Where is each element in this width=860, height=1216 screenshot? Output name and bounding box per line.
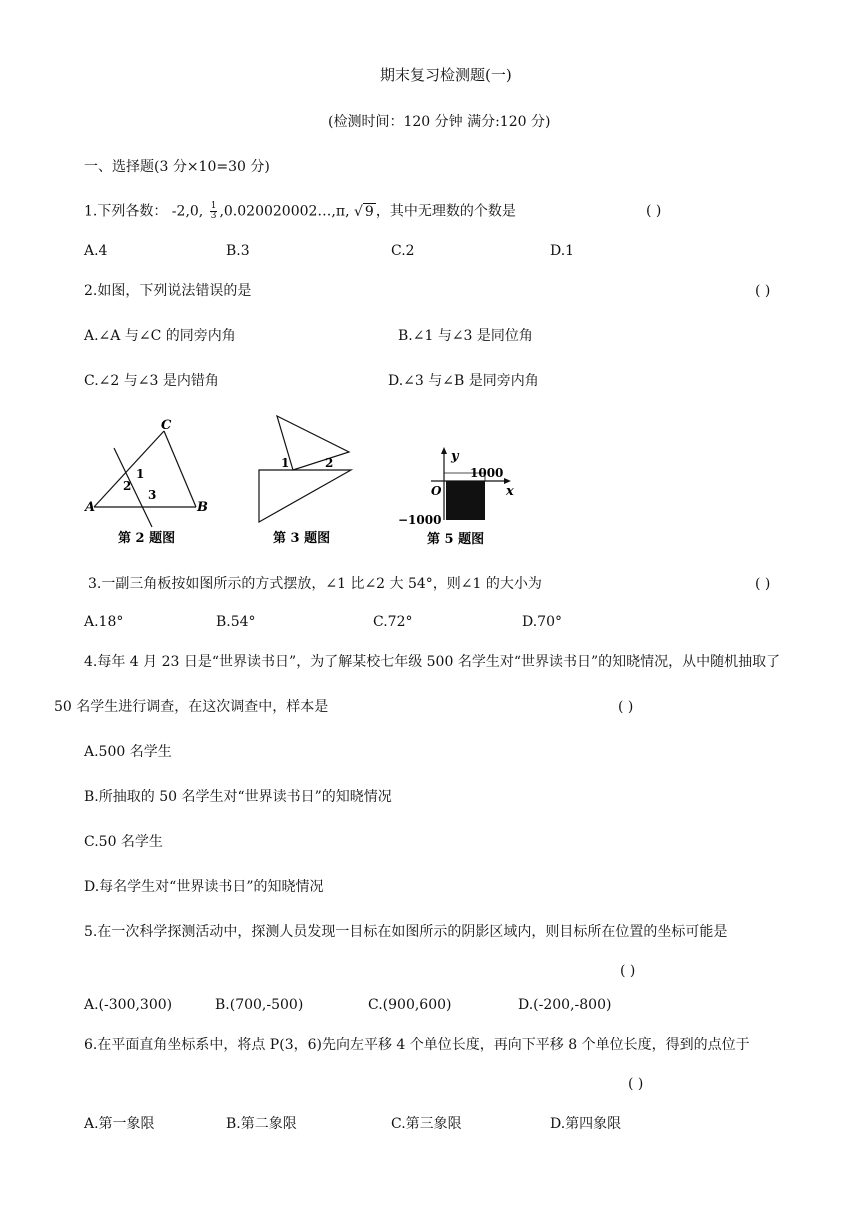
q1-mid: ,0.020020002…,π, bbox=[219, 203, 350, 220]
answer-paren-6: ( ) bbox=[628, 1076, 644, 1092]
answer-paren-1: ( ) bbox=[646, 203, 662, 219]
answer-paren-5: ( ) bbox=[620, 963, 636, 979]
q4-option-d: D.每名学生对“世界读书日”的知晓情况 bbox=[84, 879, 324, 895]
fig5-caption: 第 5 题图 bbox=[427, 532, 485, 547]
fig2-label-b: B bbox=[197, 500, 208, 515]
q2-option-b: B.∠1 与∠3 是同位角 bbox=[398, 328, 533, 344]
fig2-label-a: A bbox=[85, 500, 96, 515]
q6-option-d: D.第四象限 bbox=[550, 1116, 622, 1132]
fig5-origin-label: O bbox=[431, 484, 442, 498]
q1-option-d: D.1 bbox=[550, 243, 575, 259]
fig5-negative-tick: −1000 bbox=[398, 513, 442, 527]
q1-suffix: ，其中无理数的个数是 bbox=[375, 203, 516, 220]
q5-option-a: A.(-300,300) bbox=[84, 997, 173, 1013]
figure-3-set-squares bbox=[255, 410, 365, 550]
fig3-label-2: 2 bbox=[325, 456, 334, 470]
fraction-numerator: 1 bbox=[210, 201, 217, 211]
q1-prefix: 1.下列各数： -2,0, bbox=[84, 203, 204, 220]
q4-option-c: C.50 名学生 bbox=[84, 834, 163, 850]
fraction-denominator: 3 bbox=[210, 211, 217, 221]
section-heading: 一、选择题(3 分×10=30 分) bbox=[84, 159, 270, 175]
fig3-label-1: 1 bbox=[281, 456, 290, 470]
fig2-label-c: C bbox=[161, 418, 172, 433]
fraction-one-third bbox=[210, 202, 218, 221]
q3-option-d: D.70° bbox=[522, 614, 562, 630]
question-3: 3.一副三角板按如图所示的方式摆放，∠1 比∠2 大 54°，则∠1 的大小为 bbox=[88, 576, 542, 592]
question-4-line-1: 4.每年 4 月 23 日是“世界读书日”，为了解某校七年级 500 名学生对“世界读书日”的知晓情况，从中随机抽取了 bbox=[84, 654, 781, 670]
fig2-label-2: 2 bbox=[123, 479, 132, 493]
fig5-x-axis-label: x bbox=[506, 484, 514, 499]
q1-option-c: C.2 bbox=[391, 243, 415, 259]
fig5-y-axis-label: y bbox=[451, 449, 459, 464]
q6-option-c: C.第三象限 bbox=[391, 1116, 462, 1132]
q2-option-d: D.∠3 与∠B 是同旁内角 bbox=[388, 373, 539, 389]
fig3-caption: 第 3 题图 bbox=[273, 531, 331, 546]
q5-option-b: B.(700,-500) bbox=[215, 997, 304, 1013]
q3-option-a: A.18° bbox=[84, 614, 124, 630]
exam-info: (检测时间：120 分钟 满分:120 分) bbox=[328, 114, 551, 130]
page-title: 期末复习检测题(一) bbox=[380, 66, 512, 84]
q4-option-a: A.500 名学生 bbox=[84, 744, 172, 760]
question-6: 6.在平面直角坐标系中，将点 P(3，6)先向左平移 4 个单位长度，再向下平移 8 个单位长度，得到的点位于 bbox=[84, 1037, 750, 1053]
figure-2-triangle bbox=[84, 415, 224, 550]
fig2-label-1: 1 bbox=[136, 467, 145, 481]
fig5-positive-tick: 1000 bbox=[470, 466, 504, 480]
q3-option-c: C.72° bbox=[373, 614, 413, 630]
q2-option-a: A.∠A 与∠C 的同旁内角 bbox=[84, 328, 236, 344]
q2-option-c: C.∠2 与∠3 是内错角 bbox=[84, 373, 219, 389]
q1-option-b: B.3 bbox=[226, 243, 250, 259]
sqrt-symbol: √ bbox=[353, 203, 363, 220]
answer-paren-4: ( ) bbox=[618, 699, 634, 715]
q5-option-d: D.(-200,-800) bbox=[518, 997, 612, 1013]
sqrt-nine bbox=[354, 203, 376, 221]
question-1 bbox=[84, 202, 516, 221]
q5-option-c: C.(900,600) bbox=[368, 997, 452, 1013]
fig2-label-3: 3 bbox=[148, 488, 157, 502]
q4-option-b: B.所抽取的 50 名学生对“世界读书日”的知晓情况 bbox=[84, 789, 392, 805]
q6-option-b: B.第二象限 bbox=[226, 1116, 297, 1132]
answer-paren-2: ( ) bbox=[755, 283, 771, 299]
q3-option-b: B.54° bbox=[216, 614, 256, 630]
q6-option-a: A.第一象限 bbox=[84, 1116, 155, 1132]
question-4-line-2: 50 名学生进行调查，在这次调查中，样本是 bbox=[54, 699, 329, 715]
q1-option-a: A.4 bbox=[84, 243, 108, 259]
question-2: 2.如图，下列说法错误的是 bbox=[84, 283, 252, 299]
question-5: 5.在一次科学探测活动中，探测人员发现一目标在如图所示的阴影区域内，则目标所在位置的坐标可能是 bbox=[84, 924, 728, 940]
figure-5-coordinate-plane bbox=[395, 444, 530, 550]
answer-paren-3: ( ) bbox=[755, 576, 771, 592]
sqrt-radicand: 9 bbox=[364, 203, 374, 220]
fig2-caption: 第 2 题图 bbox=[118, 531, 176, 546]
